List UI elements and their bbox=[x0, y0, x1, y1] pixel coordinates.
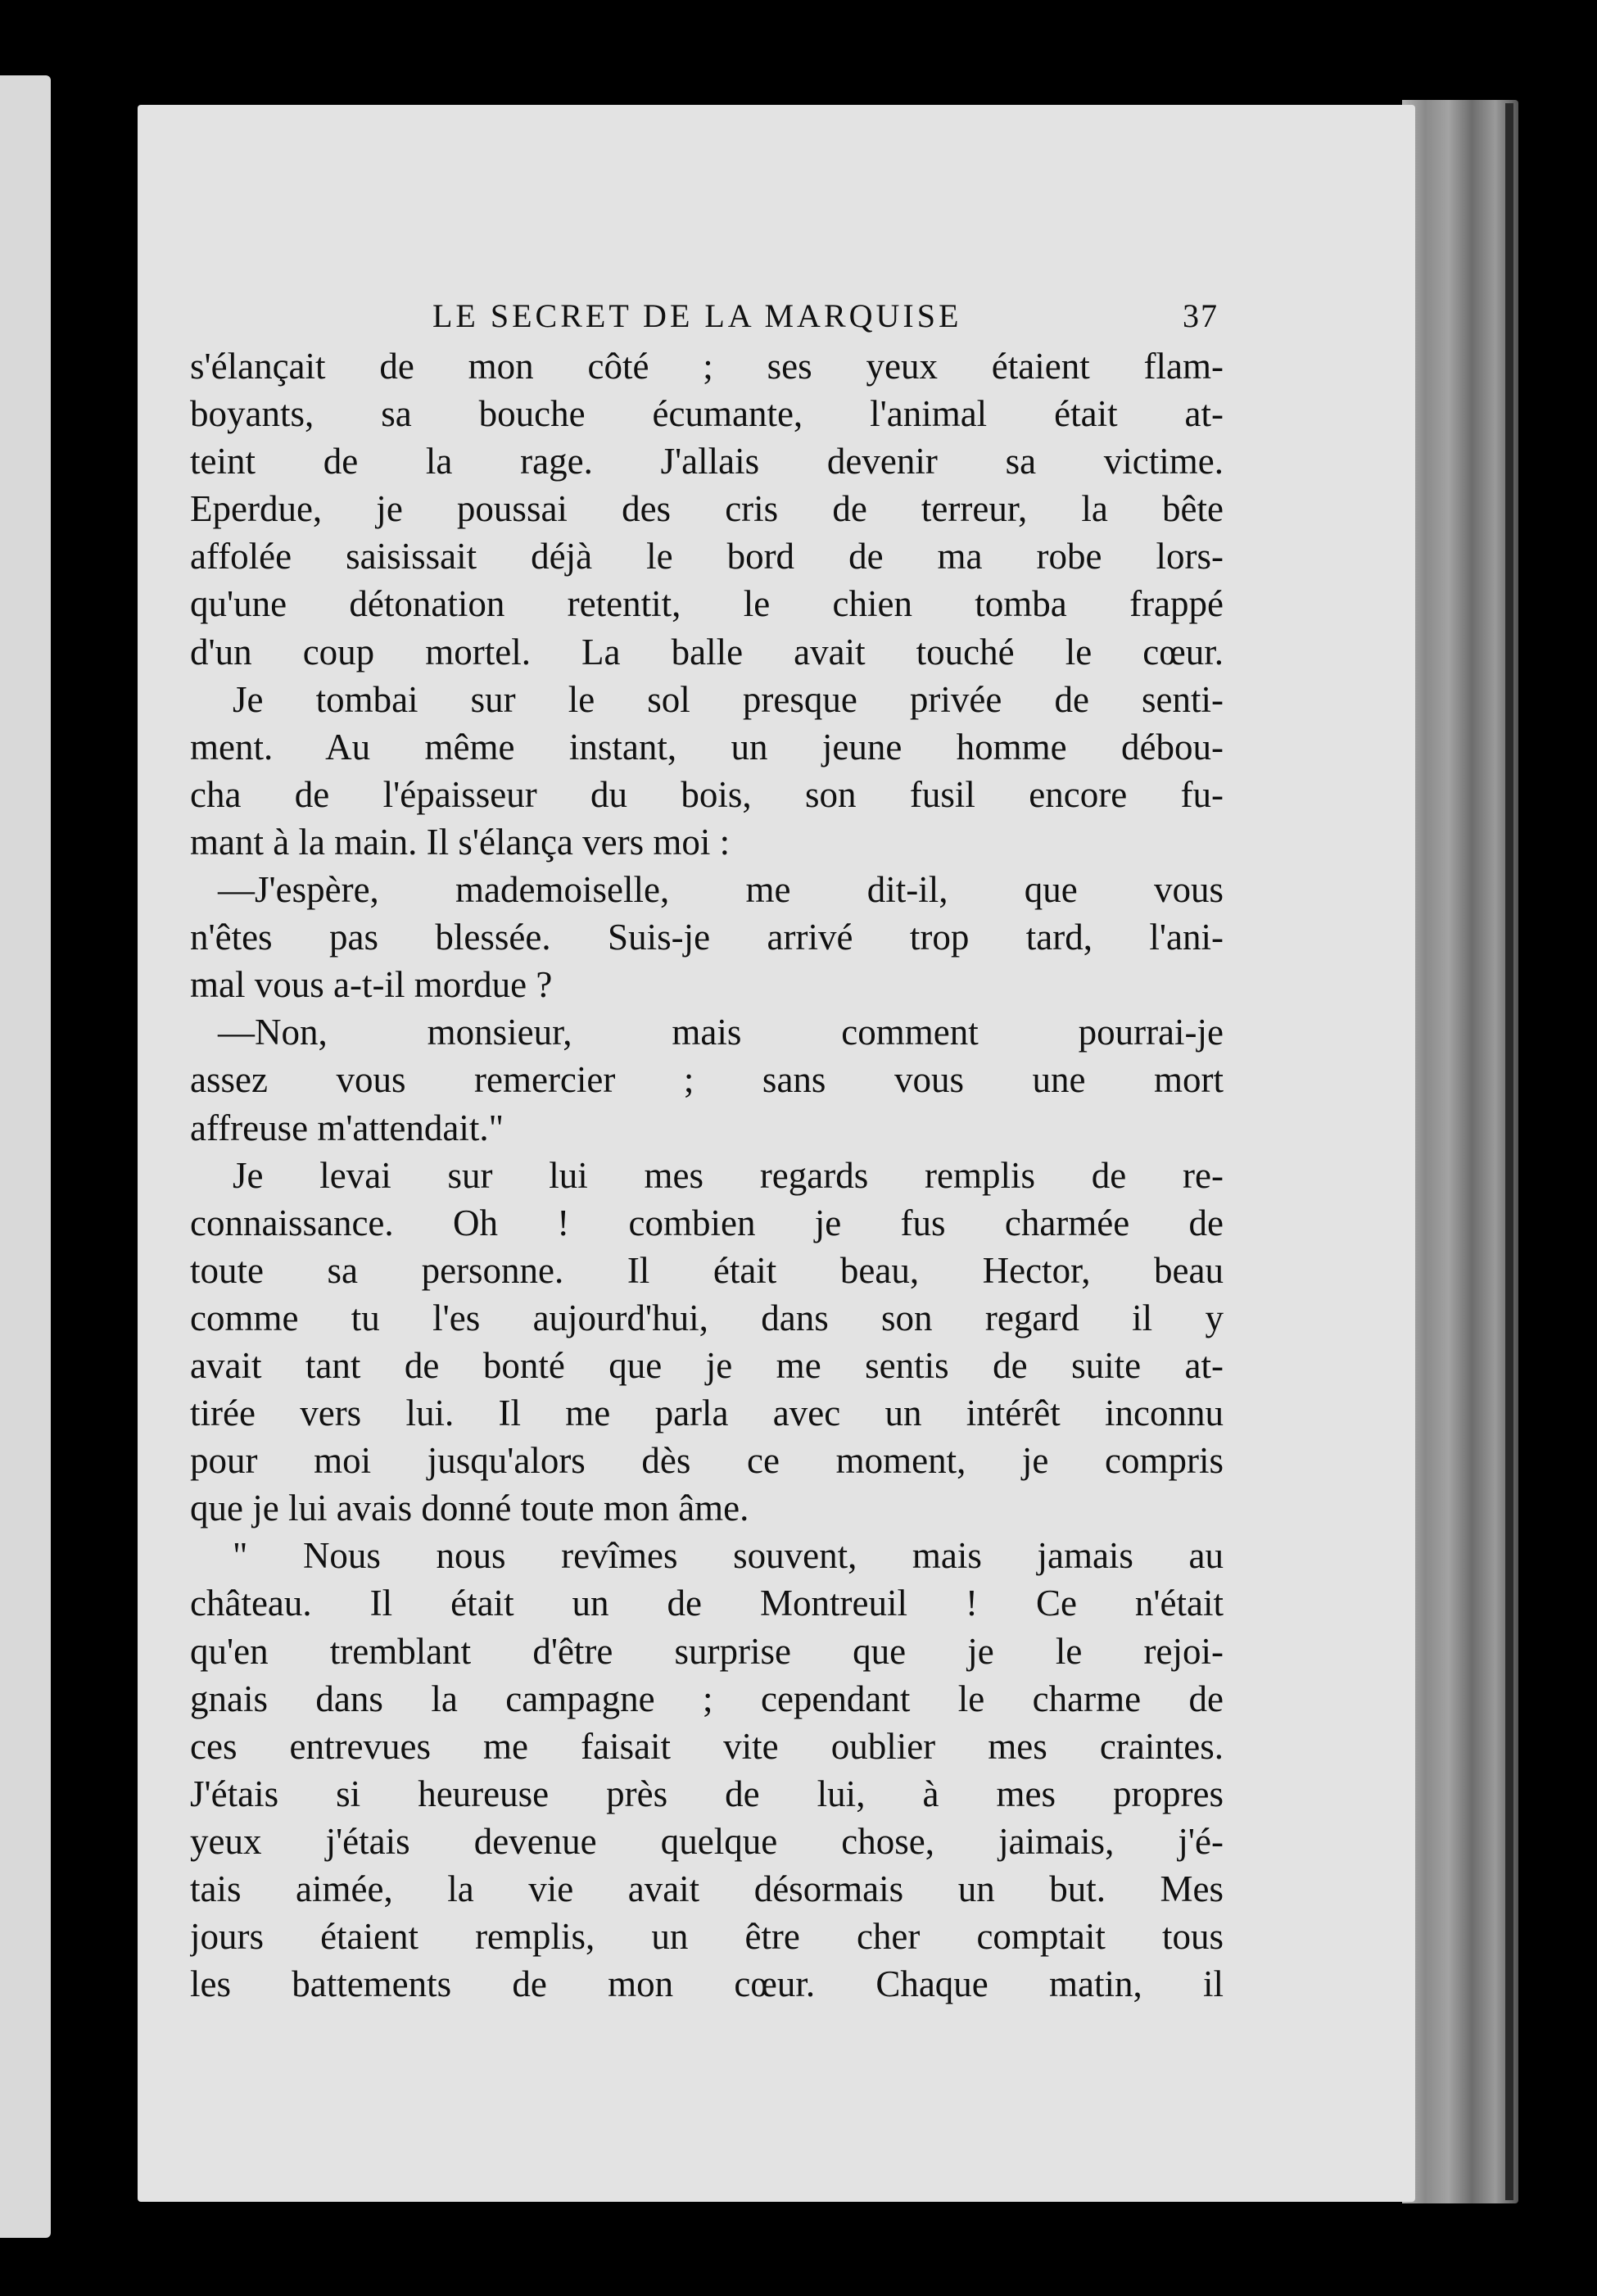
text-line: boyants, sa bouche écumante, l'animal était at- bbox=[190, 393, 1224, 435]
text-line: n'êtes pas blessée. Suis-je arrivé trop tard, l'ani- bbox=[190, 917, 1224, 958]
text-line: mant à la main. Il s'élança vers moi : bbox=[190, 821, 731, 863]
text-line: " Nous nous revîmes souvent, mais jamais au bbox=[233, 1535, 1224, 1577]
text-line: avait tant de bonté que je me sentis de suite at- bbox=[190, 1344, 1224, 1386]
text-line: teint de la rage. J'allais devenir sa victime. bbox=[190, 441, 1224, 482]
text-line: toute sa personne. Il était beau, Hector, beau bbox=[190, 1249, 1224, 1291]
text-line: Je tombai sur le sol presque privée de senti- bbox=[233, 678, 1224, 720]
binding-shadow bbox=[1505, 103, 1513, 2200]
text-line: gnais dans la campagne ; cependant le charme de bbox=[190, 1678, 1224, 1719]
page-header bbox=[432, 297, 1219, 346]
text-line: qu'une détonation retentit, le chien tomba frappé bbox=[190, 583, 1224, 625]
text-line: cha de l'épaisseur du bois, son fusil encore fu- bbox=[190, 773, 1224, 815]
text-line: pour moi jusqu'alors dès ce moment, je compris bbox=[190, 1440, 1224, 1482]
text-line: qu'en tremblant d'être surprise que je le rejoi- bbox=[190, 1630, 1224, 1672]
text-line: tais aimée, la vie avait désormais un but. Mes bbox=[190, 1868, 1224, 1909]
text-line: jours étaient remplis, un être cher comptait tous bbox=[190, 1916, 1224, 1958]
text-line: —J'espère, mademoiselle, me dit-il, que vous bbox=[218, 869, 1224, 911]
text-line: yeux j'étais devenue quelque chose, jaimais, j'é- bbox=[190, 1820, 1224, 1862]
body-text bbox=[190, 342, 1224, 2008]
text-line: J'étais si heureuse près de lui, à mes propres bbox=[190, 1773, 1224, 1814]
previous-page-edge bbox=[0, 75, 51, 2238]
text-line: s'élançait de mon côté ; ses yeux étaient flam- bbox=[190, 346, 1224, 387]
text-line: ment. Au même instant, un jeune homme débou- bbox=[190, 726, 1224, 768]
page-number: 37 bbox=[1183, 297, 1219, 334]
text-line: que je lui avais donné toute mon âme. bbox=[190, 1488, 749, 1529]
text-line: Eperdue, je poussai des cris de terreur, la bête bbox=[190, 488, 1224, 530]
text-line: les battements de mon cœur. Chaque matin, il bbox=[190, 1963, 1224, 2005]
text-line: assez vous remercier ; sans vous une mort bbox=[190, 1059, 1224, 1101]
page-stack-edge bbox=[1402, 100, 1518, 2203]
text-line: mal vous a-t-il mordue ? bbox=[190, 964, 553, 1006]
running-title: LE SECRET DE LA MARQUISE bbox=[432, 297, 962, 334]
text-line: Je levai sur lui mes regards remplis de re- bbox=[233, 1154, 1224, 1196]
text-line: affreuse m'attendait." bbox=[190, 1107, 504, 1148]
text-line: château. Il était un de Montreuil ! Ce n'était bbox=[190, 1583, 1224, 1624]
text-line: comme tu l'es aujourd'hui, dans son regard il y bbox=[190, 1297, 1224, 1338]
text-line: connaissance. Oh ! combien je fus charmée de bbox=[190, 1202, 1224, 1243]
text-line: —Non, monsieur, mais comment pourrai-je bbox=[218, 1012, 1224, 1053]
text-line: d'un coup mortel. La balle avait touché le cœur. bbox=[190, 631, 1224, 672]
text-line: tirée vers lui. Il me parla avec un intérêt inconnu bbox=[190, 1393, 1224, 1434]
text-line: ces entrevues me faisait vite oublier mes craintes. bbox=[190, 1725, 1224, 1767]
text-line: affolée saisissait déjà le bord de ma robe lors- bbox=[190, 536, 1224, 577]
